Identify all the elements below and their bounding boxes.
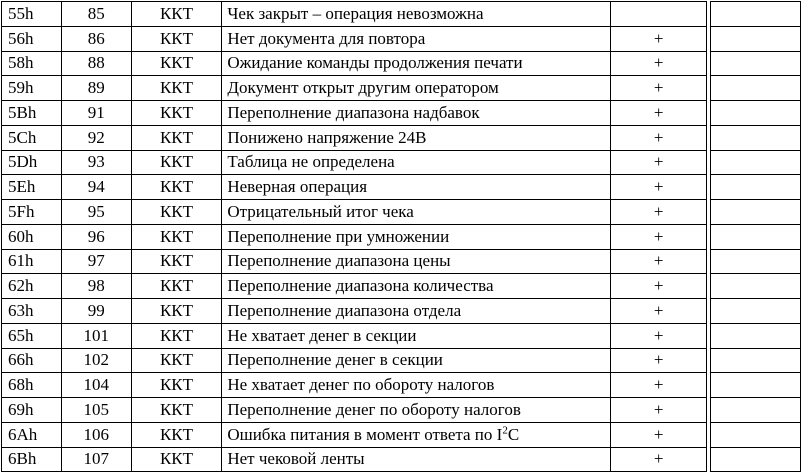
- error-code-hex: 58h: [2, 51, 62, 76]
- device-cell: ККТ: [131, 447, 222, 472]
- table-row: [2, 348, 801, 373]
- device-cell: ККТ: [131, 2, 222, 27]
- error-code-hex: 68h: [2, 373, 62, 398]
- error-code-hex: 5Fh: [2, 200, 62, 225]
- device-cell: ККТ: [131, 101, 222, 126]
- flag-cell: +: [610, 76, 707, 101]
- error-code-dec: 94: [61, 175, 131, 200]
- description-cell: [222, 422, 611, 447]
- error-code-hex: 65h: [2, 323, 62, 348]
- empty-cell: [711, 26, 801, 51]
- error-code-dec: 95: [61, 200, 131, 225]
- error-code-hex: 59h: [2, 76, 62, 101]
- device-cell: ККТ: [131, 373, 222, 398]
- description-cell: Таблица не определена: [222, 150, 611, 175]
- flag-cell: +: [610, 348, 707, 373]
- description-cell: Переполнение денег по обороту налогов: [222, 398, 611, 423]
- error-code-hex: 61h: [2, 249, 62, 274]
- flag-cell: [610, 2, 707, 27]
- description-superscript: 2: [502, 423, 508, 436]
- device-cell: ККТ: [131, 299, 222, 324]
- device-cell: ККТ: [131, 398, 222, 423]
- empty-cell: [711, 200, 801, 225]
- table-row: [2, 200, 801, 225]
- description-cell: Документ открыт другим оператором: [222, 76, 611, 101]
- error-code-dec: 86: [61, 26, 131, 51]
- error-code-dec: 102: [61, 348, 131, 373]
- description-text: Ошибка питания в момент ответа по I: [227, 424, 503, 444]
- error-code-hex: 60h: [2, 224, 62, 249]
- description-cell: Понижено напряжение 24В: [222, 125, 611, 150]
- flag-cell: +: [610, 373, 707, 398]
- error-code-dec: 96: [61, 224, 131, 249]
- error-code-dec: 92: [61, 125, 131, 150]
- table-row: [2, 422, 801, 447]
- empty-cell: [711, 447, 801, 472]
- error-codes-table: [1, 1, 801, 472]
- flag-cell: +: [610, 249, 707, 274]
- device-cell: ККТ: [131, 200, 222, 225]
- description-cell: Не хватает денег по обороту налогов: [222, 373, 611, 398]
- error-code-dec: 106: [61, 422, 131, 447]
- description-cell: Неверная операция: [222, 175, 611, 200]
- error-code-hex: 55h: [2, 2, 62, 27]
- device-cell: ККТ: [131, 175, 222, 200]
- empty-cell: [711, 76, 801, 101]
- table-row: [2, 299, 801, 324]
- error-code-dec: 91: [61, 101, 131, 126]
- error-code-dec: 97: [61, 249, 131, 274]
- flag-cell: +: [610, 447, 707, 472]
- description-cell: Нет документа для повтора: [222, 26, 611, 51]
- error-code-hex: 5Dh: [2, 150, 62, 175]
- error-code-dec: 98: [61, 274, 131, 299]
- description-cell: Переполнение денег в секции: [222, 348, 611, 373]
- table-row: [2, 175, 801, 200]
- empty-cell: [711, 274, 801, 299]
- device-cell: ККТ: [131, 348, 222, 373]
- table-row: [2, 26, 801, 51]
- error-code-dec: 89: [61, 76, 131, 101]
- empty-cell: [711, 150, 801, 175]
- table-row: [2, 2, 801, 27]
- table-row: [2, 150, 801, 175]
- description-cell: Чек закрыт – операция невозможна: [222, 2, 611, 27]
- empty-cell: [711, 125, 801, 150]
- device-cell: ККТ: [131, 249, 222, 274]
- device-cell: ККТ: [131, 150, 222, 175]
- error-codes-body: [2, 2, 801, 472]
- device-cell: ККТ: [131, 26, 222, 51]
- error-code-dec: 88: [61, 51, 131, 76]
- table-row: [2, 51, 801, 76]
- error-code-dec: 107: [61, 447, 131, 472]
- empty-cell: [711, 101, 801, 126]
- description-cell: Нет чековой ленты: [222, 447, 611, 472]
- error-code-dec: 93: [61, 150, 131, 175]
- description-cell: Не хватает денег в секции: [222, 323, 611, 348]
- description-tail: C: [507, 424, 520, 444]
- description-cell: Переполнение при умножении: [222, 224, 611, 249]
- device-cell: ККТ: [131, 274, 222, 299]
- error-code-dec: 104: [61, 373, 131, 398]
- error-code-hex: 5Bh: [2, 101, 62, 126]
- device-cell: ККТ: [131, 323, 222, 348]
- description-cell: Переполнение диапазона количества: [222, 274, 611, 299]
- description-cell: Переполнение диапазона надбавок: [222, 101, 611, 126]
- empty-cell: [711, 224, 801, 249]
- empty-cell: [711, 373, 801, 398]
- error-code-hex: 5Ch: [2, 125, 62, 150]
- error-code-dec: 101: [61, 323, 131, 348]
- empty-cell: [711, 422, 801, 447]
- description-cell: Отрицательный итог чека: [222, 200, 611, 225]
- flag-cell: +: [610, 101, 707, 126]
- table-row: [2, 398, 801, 423]
- empty-cell: [711, 323, 801, 348]
- device-cell: ККТ: [131, 51, 222, 76]
- flag-cell: +: [610, 200, 707, 225]
- error-code-hex: 66h: [2, 348, 62, 373]
- flag-cell: +: [610, 274, 707, 299]
- table-row: [2, 224, 801, 249]
- error-code-hex: 62h: [2, 274, 62, 299]
- description-cell: Переполнение диапазона отдела: [222, 299, 611, 324]
- flag-cell: +: [610, 422, 707, 447]
- table-row: [2, 76, 801, 101]
- flag-cell: +: [610, 150, 707, 175]
- table-row: [2, 125, 801, 150]
- error-code-hex: 6Bh: [2, 447, 62, 472]
- error-code-hex: 63h: [2, 299, 62, 324]
- flag-cell: +: [610, 125, 707, 150]
- description-cell: Переполнение диапазона цены: [222, 249, 611, 274]
- flag-cell: +: [610, 26, 707, 51]
- empty-cell: [711, 51, 801, 76]
- empty-cell: [711, 348, 801, 373]
- flag-cell: +: [610, 299, 707, 324]
- device-cell: ККТ: [131, 224, 222, 249]
- flag-cell: +: [610, 51, 707, 76]
- error-code-dec: 85: [61, 2, 131, 27]
- error-code-hex: 5Eh: [2, 175, 62, 200]
- device-cell: ККТ: [131, 76, 222, 101]
- error-code-hex: 6Ah: [2, 422, 62, 447]
- empty-cell: [711, 2, 801, 27]
- device-cell: ККТ: [131, 125, 222, 150]
- flag-cell: +: [610, 398, 707, 423]
- error-code-dec: 105: [61, 398, 131, 423]
- empty-cell: [711, 398, 801, 423]
- error-code-hex: 56h: [2, 26, 62, 51]
- flag-cell: +: [610, 175, 707, 200]
- flag-cell: +: [610, 323, 707, 348]
- table-row: [2, 323, 801, 348]
- table-row: [2, 101, 801, 126]
- error-code-hex: 69h: [2, 398, 62, 423]
- table-row: [2, 249, 801, 274]
- table-row: [2, 373, 801, 398]
- empty-cell: [711, 249, 801, 274]
- table-row: [2, 274, 801, 299]
- empty-cell: [711, 299, 801, 324]
- table-row: [2, 447, 801, 472]
- empty-cell: [711, 175, 801, 200]
- device-cell: ККТ: [131, 422, 222, 447]
- description-cell: Ожидание команды продолжения печати: [222, 51, 611, 76]
- error-code-dec: 99: [61, 299, 131, 324]
- flag-cell: +: [610, 224, 707, 249]
